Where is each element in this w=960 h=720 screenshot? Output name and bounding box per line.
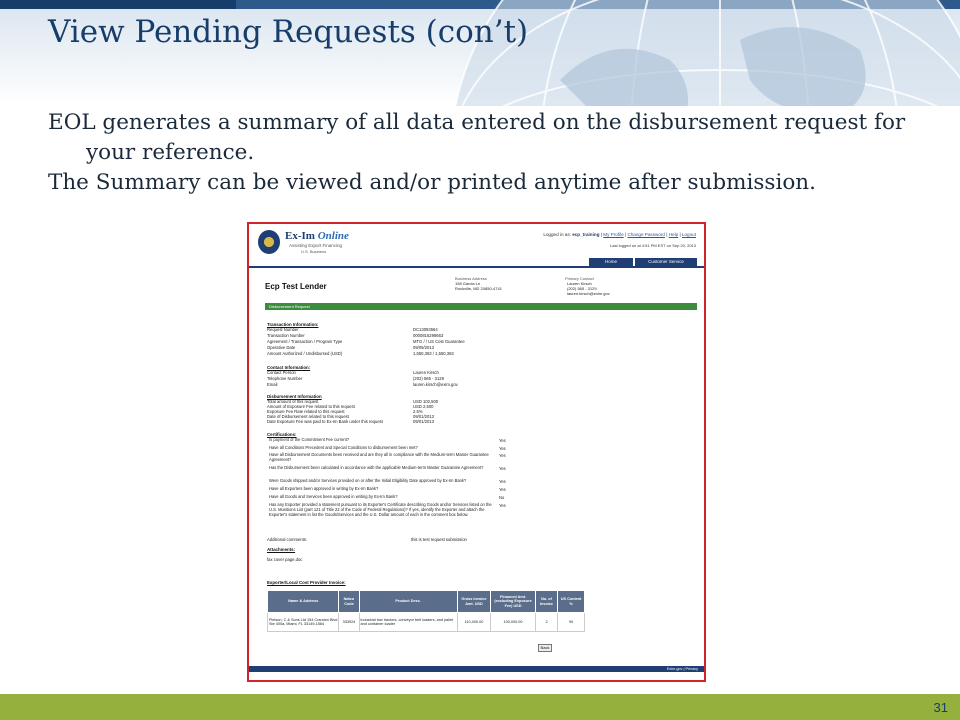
table-row [268, 613, 585, 632]
disb-label: Date Exposure Fee was paid to Ex-Im Bank under this request [267, 419, 383, 424]
txn-value: 1,550,363 / 1,550,363 [413, 351, 454, 356]
cert-question: Have all Disbursement Documents been received and are they all in compliance with the Medium-term Master Guarantee Agreement? [269, 452, 489, 462]
bullet-print: The Summary can be viewed and/or printed anytime after submission. [48, 170, 816, 195]
disb-value: 09/01/2013 [413, 419, 434, 424]
disb-label: Exposure Fee Rate related to this request [267, 409, 345, 414]
txn-value: DC13093564 [413, 327, 438, 332]
primary-contact-email: lauren.kirsch@exim.gov [567, 291, 610, 296]
cert-answer: Yes [499, 466, 506, 471]
cert-question: Were Goods shipped and/or Services provided on or after the Initial Eligibility Date approved by Ex-Im Bank? [269, 478, 467, 483]
slide-header [0, 0, 960, 106]
summary-screenshot [247, 222, 706, 682]
txn-label: Request Number [267, 327, 299, 332]
page-number: 31 [933, 700, 948, 715]
cell-us-content: 90 [558, 613, 585, 632]
primary-contact-phone: (202) 565 - 3129 [567, 286, 597, 291]
cert-answer: Yes [499, 446, 506, 451]
contact-heading: Contact Information: [267, 365, 311, 370]
invoice-header-row [268, 591, 585, 613]
disb-value: USD 2,500 [413, 404, 434, 409]
app-footer [249, 666, 704, 672]
additional-comments-label: Additional comments: [267, 537, 308, 542]
txn-value: 09/09/2013 [413, 345, 434, 350]
app-tagline-2: U.S. Business [301, 249, 327, 254]
footer-links[interactable]: Exim.gov | Privacy [666, 667, 698, 671]
user-links: Logged in as: ecp_training | My Profile | Change Password | Help | Logout [543, 232, 696, 237]
nav-divider [249, 266, 704, 268]
contact-value: lauren.kirsch@exim.gov [413, 382, 458, 387]
txn-value: MTG / / US Cost Guarantee [413, 339, 465, 344]
cert-question: Has any Exporter provided a statement pursuant to its Exporter's Certificate describing Goods and/or Services listed on the U.S. Munitions List (part 121 of Title 22 of the Code of Federal Regulations)? If yes, identify the Exporter and attach the Exporter's statement in list the Goods/Services and the U.S. Dollar amount of each in the comment box below. [269, 502, 492, 517]
contact-label: Email [267, 382, 278, 387]
invoice-table [267, 590, 585, 632]
txn-value: 0000816298663 [413, 333, 444, 338]
additional-comments-value: this is test request submission [411, 537, 467, 542]
col-product-desc: Product Desc. [359, 591, 457, 613]
disbursement-request-bar: Disbursement Request [265, 303, 697, 310]
disb-value: 2.5% [413, 409, 423, 414]
disb-value: 09/01/2013 [413, 414, 434, 419]
change-password-link[interactable]: Change Password [627, 232, 665, 237]
logout-link[interactable]: Logout [681, 232, 696, 237]
lender-name: Ecp Test Lender [265, 282, 327, 291]
last-logged-text: Last logged on at 4:51 PM EST on Sep 20, 2013 [610, 243, 696, 248]
slide-body [48, 108, 928, 198]
txn-label: Operative Date [267, 345, 296, 350]
disb-label: Total amount of this request [267, 399, 319, 404]
cell-gross-amount: 110,000.00 [457, 613, 490, 632]
col-invoice-count: No. of Invoice [535, 591, 557, 613]
primary-contact-name: Lauren Kirsch [567, 281, 592, 286]
contact-value: (202) 565 - 3129 [413, 376, 444, 381]
business-address-line2: Rockville, MD 20850-4741 [455, 286, 502, 291]
back-button[interactable]: Back [538, 644, 552, 652]
slide-footer [0, 694, 960, 720]
col-natco: Natco Code [339, 591, 359, 613]
col-financed-amount: Financed Amt. (excluding Exposure Fee) USD [491, 591, 536, 613]
cert-question: Has the Disbursement been calculated in accordance with the applicable Medium-term Master Guarantee Agreement? [269, 465, 484, 470]
cert-question: Have all Exporters been approved in writing by Ex-Im Bank? [269, 486, 379, 491]
help-link[interactable]: Help [668, 232, 679, 237]
cell-natco: 333924 [339, 613, 359, 632]
app-tagline: Assisting Export Financing [289, 243, 343, 248]
attachments-heading: Attachments: [267, 547, 296, 552]
disb-value: USD 102,500 [413, 399, 439, 404]
col-name-address: Name & Address [268, 591, 339, 613]
app-logo: Ex-Im Online [285, 230, 349, 242]
txn-label: Transaction Number [267, 333, 305, 338]
invoice-heading: Exporter/Local Cost Provider Invoice: [267, 580, 346, 585]
bullet-summary: EOL generates a summary of all data entered on the disbursement request for your reference. [48, 110, 906, 165]
txn-label: Amount Authorized / Undisbursed (USD) [267, 351, 343, 356]
col-us-content: US Content % [558, 591, 585, 613]
cert-question: Have all Goods and Services been approved in writing by Ex-Im Bank? [269, 494, 398, 499]
logged-in-user: ecp_training [572, 232, 600, 237]
col-gross-amount: Gross Invoice Amt. USD [457, 591, 490, 613]
cert-answer: Yes [499, 453, 506, 458]
attachment-link[interactable]: fax cover page.doc [267, 557, 303, 562]
cert-question: Have all Conditions Precedent and Special Conditions to disbursement been met? [269, 445, 418, 450]
contact-label: Telephone Number [267, 376, 303, 381]
nav-home[interactable]: Home [589, 258, 633, 266]
disbursement-heading: Disbursement Information [267, 394, 322, 399]
business-address-line1: 158 Garcia Ln [455, 281, 481, 286]
my-profile-link[interactable]: My Profile [603, 232, 624, 237]
cell-financed-amount: 100,000.00 [491, 613, 536, 632]
app-header [249, 224, 704, 260]
txn-label: Agreement / Transaction / Program Type [267, 339, 343, 344]
primary-contact-label: Primary Contact [565, 276, 594, 281]
cell-product-desc: industrial tow tractors, conveyor belt loaders, and pallet and container loader [359, 613, 457, 632]
cert-answer: Yes [499, 479, 506, 484]
cell-name-address: Pielson, C & Sons Ltd 154 Crandon Blvd Ste 400a, Miami, FL 33149-1564 [268, 613, 339, 632]
disb-label: Amount of Exposure Fee related to this request [267, 404, 355, 409]
contact-value: Lauren Kirsch [413, 370, 439, 375]
app-nav [249, 258, 704, 267]
contact-label: Contact Person [267, 370, 296, 375]
nav-customer-service[interactable]: Customer Service [635, 258, 697, 266]
header-accent-bar [0, 0, 236, 9]
cert-answer: Yes [499, 503, 506, 508]
cell-invoice-count: 2 [535, 613, 557, 632]
slide-title: View Pending Requests (con’t) [48, 14, 529, 50]
cert-answer: No [499, 495, 505, 500]
business-address-label: Business Address [455, 276, 487, 281]
cert-answer: Yes [499, 438, 506, 443]
certifications-heading: Certifications: [267, 432, 297, 437]
eximbank-seal-icon [258, 230, 280, 254]
disb-label: Date of Disbursement related to this request [267, 414, 349, 419]
transaction-heading: Transaction Information: [267, 322, 319, 327]
cert-question: Is payment of the Commitment Fee current? [269, 437, 350, 442]
cert-answer: Yes [499, 487, 506, 492]
